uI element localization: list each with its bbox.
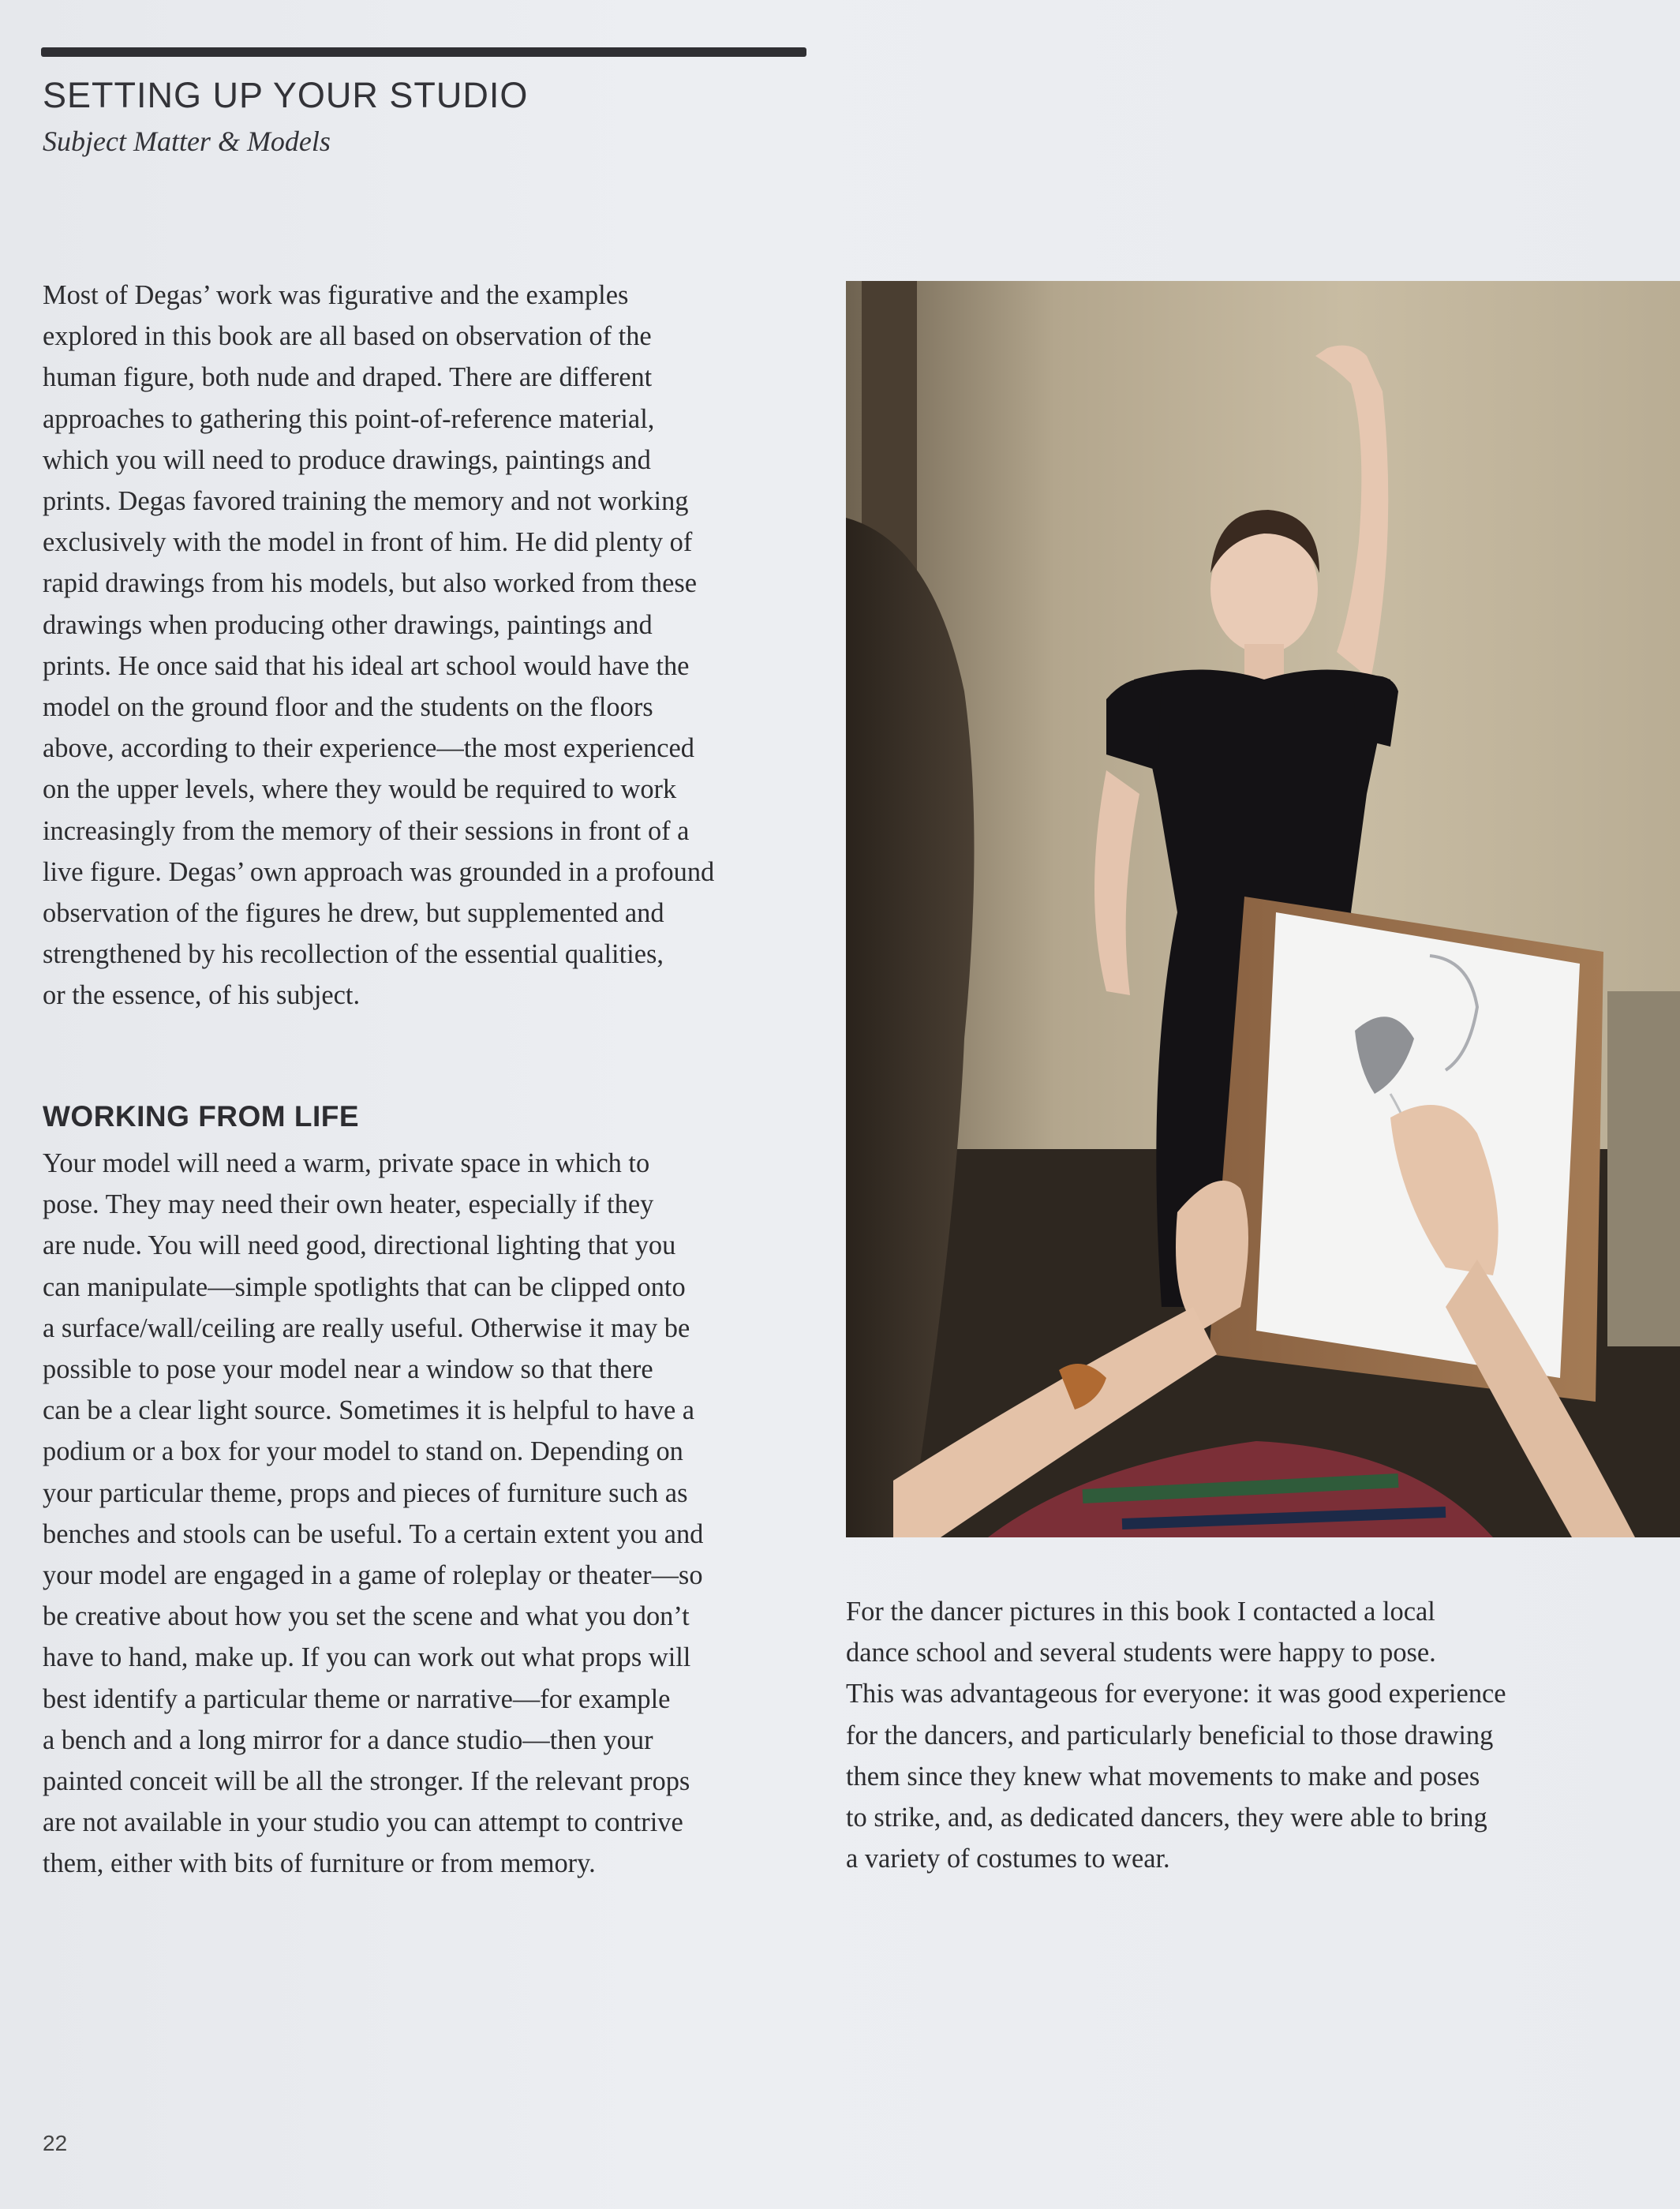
working-from-life-heading: WORKING FROM LIFE (43, 1100, 360, 1133)
working-from-life-text-line: your model are engaged in a game of roleplay or theater—so (43, 1560, 703, 1591)
page-number: 22 (43, 2131, 68, 2155)
intro-text-line: prints. Degas favored training the memory and not working (43, 486, 689, 517)
intro-text-line: drawings when producing other drawings, paintings and (43, 609, 653, 640)
intro-text-line: human figure, both nude and draped. There are different (43, 362, 653, 393)
working-from-life-text-line: podium or a box for your model to stand on. Depending on (43, 1436, 683, 1467)
intro-text-line: explored in this book are all based on observation of the (43, 321, 652, 352)
caption-text-line: dance school and several students were happy to pose. (846, 1638, 1436, 1668)
intro-text-line: rapid drawings from his models, but also worked from these (43, 568, 698, 599)
intro-text-line: increasingly from the memory of their sessions in front of a (43, 815, 690, 846)
working-from-life-text-line: are nude. You will need good, directional lighting that you (43, 1230, 676, 1261)
intro-text-line: above, according to their experience—the most experienced (43, 733, 694, 764)
working-from-life-text-line: can be a clear light source. Sometimes it is helpful to have a (43, 1395, 695, 1426)
working-from-life-text-line: pose. They may need their own heater, especially if they (43, 1189, 654, 1220)
caption-text-line: to strike, and, as dedicated dancers, they were able to bring (846, 1803, 1487, 1833)
working-from-life-text-line: a surface/wall/ceiling are really useful. Otherwise it may be (43, 1312, 690, 1343)
caption-text-line: For the dancer pictures in this book I contacted a local (846, 1597, 1435, 1627)
working-from-life-text-line: best identify a particular theme or narrative—for example (43, 1683, 671, 1714)
intro-text-line: observation of the figures he drew, but supplemented and (43, 898, 664, 929)
intro-text-line: strengthened by his recollection of the essential qualities, (43, 939, 664, 970)
intro-text-line: live figure. Degas’ own approach was grounded in a profound (43, 856, 715, 887)
working-from-life-text-line: your particular theme, props and pieces of furniture such as (43, 1477, 688, 1508)
intro-text-line: model on the ground floor and the students on the floors (43, 692, 653, 723)
header-rule (41, 47, 806, 57)
section-subtitle: Subject Matter & Models (43, 125, 331, 157)
working-from-life-text-line: painted conceit will be all the stronger. If the relevant props (43, 1766, 690, 1797)
caption-text-line: for the dancers, and particularly beneficial to those drawing (846, 1720, 1494, 1750)
photo-caption (846, 1591, 1635, 1879)
working-from-life-text-line: are not available in your studio you can attempt to contrive (43, 1807, 683, 1838)
intro-text-line: or the essence, of his subject. (43, 980, 361, 1011)
intro-text-line: Most of Degas’ work was figurative and the examples (43, 280, 629, 310)
working-from-life-text-line: be creative about how you set the scene and what you don’t (43, 1601, 690, 1632)
caption-text-line: a variety of costumes to wear. (846, 1844, 1170, 1874)
dancer-photo (846, 281, 1680, 1537)
working-from-life-text-line: have to hand, make up. If you can work out what props will (43, 1642, 691, 1673)
section-title: SETTING UP YOUR STUDIO (43, 75, 529, 115)
intro-text-line: exclusively with the model in front of him. He did plenty of (43, 527, 693, 558)
intro-text-line: approaches to gathering this point-of-reference material, (43, 403, 655, 434)
working-from-life-text-line: them, either with bits of furniture or from memory. (43, 1848, 596, 1879)
intro-text-line: prints. He once said that his ideal art school would have the (43, 650, 690, 681)
working-from-life-text-line: can manipulate—simple spotlights that can be clipped onto (43, 1271, 686, 1302)
intro-paragraph (43, 275, 800, 1017)
intro-text-line: which you will need to produce drawings, paintings and (43, 444, 651, 475)
working-from-life-paragraph (43, 1143, 800, 1885)
working-from-life-text-line: benches and stools can be useful. To a certain extent you and (43, 1518, 704, 1549)
caption-text-line: them since they knew what movements to make and poses (846, 1761, 1480, 1792)
intro-text-line: on the upper levels, where they would be required to work (43, 774, 677, 805)
working-from-life-text-line: possible to pose your model near a window so that there (43, 1354, 653, 1385)
working-from-life-text-line: a bench and a long mirror for a dance studio—then your (43, 1724, 653, 1755)
caption-text-line: This was advantageous for everyone: it was good experience (846, 1679, 1506, 1709)
working-from-life-text-line: Your model will need a warm, private space in which to (43, 1148, 650, 1178)
